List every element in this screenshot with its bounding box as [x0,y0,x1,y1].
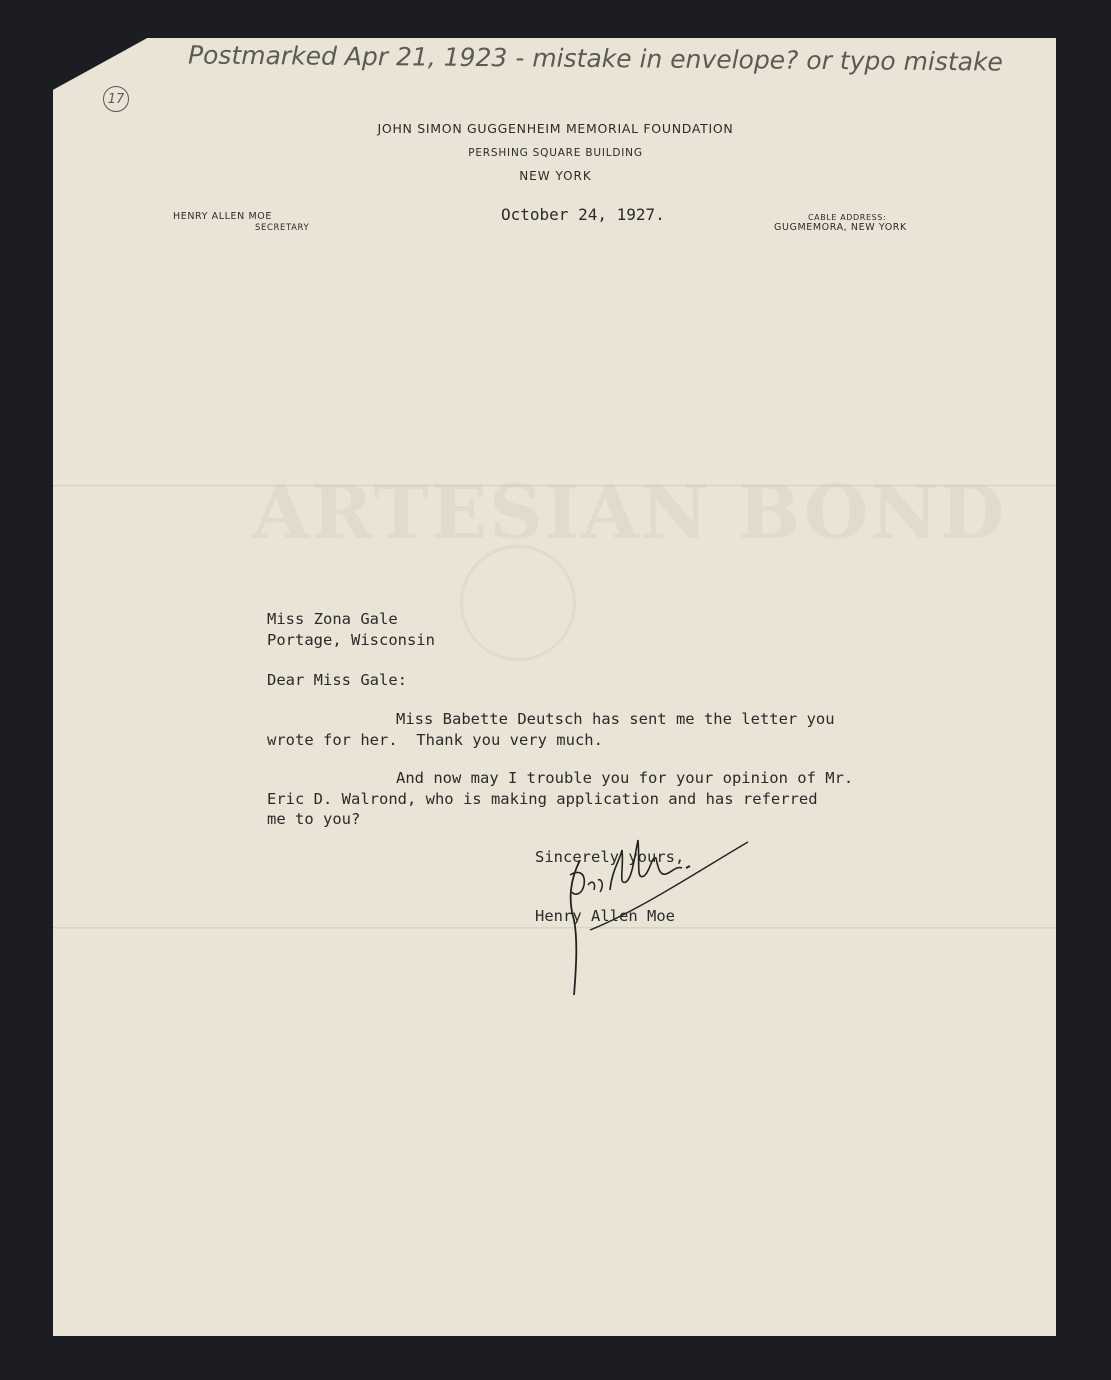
letter-date: October 24, 1927. [501,205,665,224]
cable-address: GUGMEMORA, NEW YORK [774,222,907,233]
letterhead-building: PERSHING SQUARE BUILDING [468,147,643,159]
recipient-name: Miss Zona Gale [267,610,398,628]
letterhead-city: NEW YORK [519,169,592,183]
recipient-address: Portage, Wisconsin [267,631,435,649]
cable-label: CABLE ADDRESS: [808,213,887,222]
officer-title: SECRETARY [255,223,310,233]
paper-watermark: ARTESIAN BOND [252,470,1007,556]
paragraph-2-line-1: And now may I trouble you for your opinion of Mr. [396,769,854,787]
item-number-mark: 17 [103,86,129,112]
letterhead-organization: JOHN SIMON GUGGENHEIM MEMORIAL FOUNDATION [377,121,734,136]
watermark-seal [460,545,576,661]
paragraph-1-line-2: wrote for her. Thank you very much. [267,731,603,749]
salutation: Dear Miss Gale: [267,671,407,689]
signer-name: Henry Allen Moe [535,907,675,925]
closing: Sincerely yours, [535,848,685,866]
fold-line-lower [53,927,1056,930]
pencil-annotation: Postmarked Apr 21, 1923 - mistake in envelope? or typo mistake [187,40,1004,77]
paragraph-2-line-3: me to you? [267,810,361,828]
paragraph-2-line-2: Eric D. Walrond, who is making application and has referred [267,790,818,808]
officer-name: HENRY ALLEN MOE [173,211,272,222]
paragraph-1-line-1: Miss Babette Deutsch has sent me the letter you [396,710,835,728]
